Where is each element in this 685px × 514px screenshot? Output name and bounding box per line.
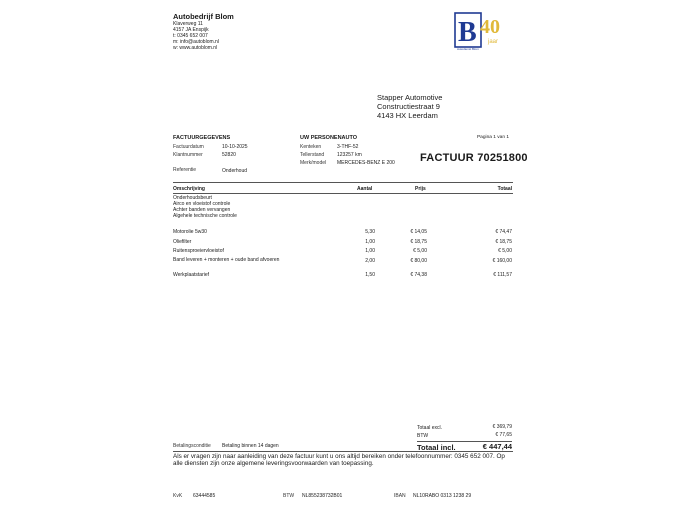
invoice-date-value: 10-10-2025: [222, 144, 248, 150]
payment-terms-value: Betaling binnen 14 dagen: [222, 443, 279, 449]
row-price: € 80,00: [410, 258, 427, 264]
vat-value: NL855238732B01: [302, 493, 343, 499]
total-btw-label: BTW: [417, 433, 429, 439]
company-website: w: www.autoblom.nl: [173, 45, 218, 51]
footer-notice: Als er vragen zijn naar aanleiding van deze factuur kunt u ons altijd bereiken onder telefoonnummer: 0345 652 007. Op alle diensten zijn onze algemene leveringsvoorwaarden van toepassing.: [173, 453, 505, 467]
row-description: Motorolie 5w30: [173, 229, 207, 235]
table-top-rule: [173, 182, 513, 183]
logo-caption: Autodienst Blom: [457, 47, 479, 51]
company-name: Autobedrijf Blom: [173, 12, 234, 21]
total-incl-label: Totaal incl.: [417, 443, 456, 452]
row-price: € 5,00: [413, 248, 427, 254]
row-description: Ruitensproeiervloeistof: [173, 248, 224, 254]
odometer-label: Tellerstand: [300, 152, 325, 158]
logo-word: jaar: [488, 39, 499, 45]
row-total: € 5,00: [498, 248, 512, 254]
iban-value: NL10RABO 0313 1238 29: [413, 493, 472, 499]
logo-number: 40: [480, 16, 500, 38]
company-email: m: info@autoblom.nl: [173, 39, 219, 45]
customer-number-label: Klantnummer: [173, 152, 203, 158]
page-number: Pagina 1 van 1: [476, 135, 509, 140]
intro-line: Algehele technische controle: [173, 213, 237, 219]
invoice-title: FACTUUR 70251800: [420, 152, 528, 164]
intro-line: Airco en vloeistof controle: [173, 201, 231, 207]
table-header-rule: [173, 193, 513, 194]
total-incl-value: € 447,44: [482, 442, 512, 451]
company-address: Klaverweg 11: [173, 21, 203, 27]
customer-number-value: 52820: [222, 152, 236, 158]
total-btw-value: € 77,65: [495, 432, 512, 438]
column-header-price: Prijs: [415, 186, 426, 192]
invoice-details-heading: FACTUURGEGEVENS: [173, 135, 231, 141]
recipient-street: Constructiestraat 9: [377, 102, 440, 111]
footer-rule: [173, 451, 513, 452]
row-total: € 111,57: [493, 272, 512, 278]
reference-value: Onderhoud: [222, 168, 248, 174]
row-total: € 18,75: [495, 239, 512, 245]
column-header-quantity: Aantal: [357, 186, 373, 192]
company-phone: t: 0345 652 007: [173, 33, 208, 39]
row-description: Oliefilter: [173, 239, 192, 245]
model-value: MERCEDES-BENZ E 200: [337, 160, 395, 166]
intro-line: Onderhoudsbeurt: [173, 195, 212, 201]
row-quantity: 5,30: [365, 229, 375, 235]
row-total: € 74,47: [495, 229, 512, 235]
row-quantity: 1,00: [365, 248, 375, 254]
model-label: Merk/model: [300, 160, 327, 166]
total-excl-value: € 369,79: [492, 424, 512, 430]
kvk-value: 63444585: [193, 493, 216, 499]
row-price: € 14,05: [410, 229, 427, 235]
company-logo: [452, 10, 512, 52]
iban-label: IBAN: [394, 493, 406, 499]
row-price: € 74,38: [410, 272, 427, 278]
plate-label: Kenteken: [300, 144, 322, 150]
recipient-city: 4143 HX Leerdam: [377, 111, 438, 120]
row-description: Werkplaatstarief: [173, 272, 210, 278]
column-header-total: Totaal: [497, 186, 512, 192]
recipient-name: Stapper Automotive: [377, 93, 443, 102]
total-excl-label: Totaal excl.: [417, 425, 443, 431]
intro-line: Achter banden vervangen: [173, 207, 231, 213]
vehicle-heading: UW PERSONENAUTO: [300, 135, 358, 141]
invoice-date-label: Factuurdatum: [173, 144, 204, 150]
vat-label: BTW: [283, 493, 295, 499]
reference-label: Referentie: [173, 167, 197, 173]
row-quantity: 1,00: [365, 239, 375, 245]
payment-terms-label: Betalingsconditie: [173, 443, 211, 449]
row-price: € 18,75: [410, 239, 427, 245]
odometer-value: 123257 km: [337, 152, 362, 158]
row-total: € 160,00: [492, 258, 512, 264]
logo-letter: B: [458, 17, 477, 48]
kvk-label: KvK: [173, 493, 183, 499]
row-description: Band leveren + monteren + oude band afvoeren: [173, 257, 280, 263]
column-header-description: Omschrijving: [173, 186, 205, 192]
row-quantity: 2,00: [365, 258, 375, 264]
company-city: 4157 JA Enspijk: [173, 27, 209, 33]
row-quantity: 1,50: [365, 272, 375, 278]
plate-value: 3-THF-52: [337, 144, 359, 150]
